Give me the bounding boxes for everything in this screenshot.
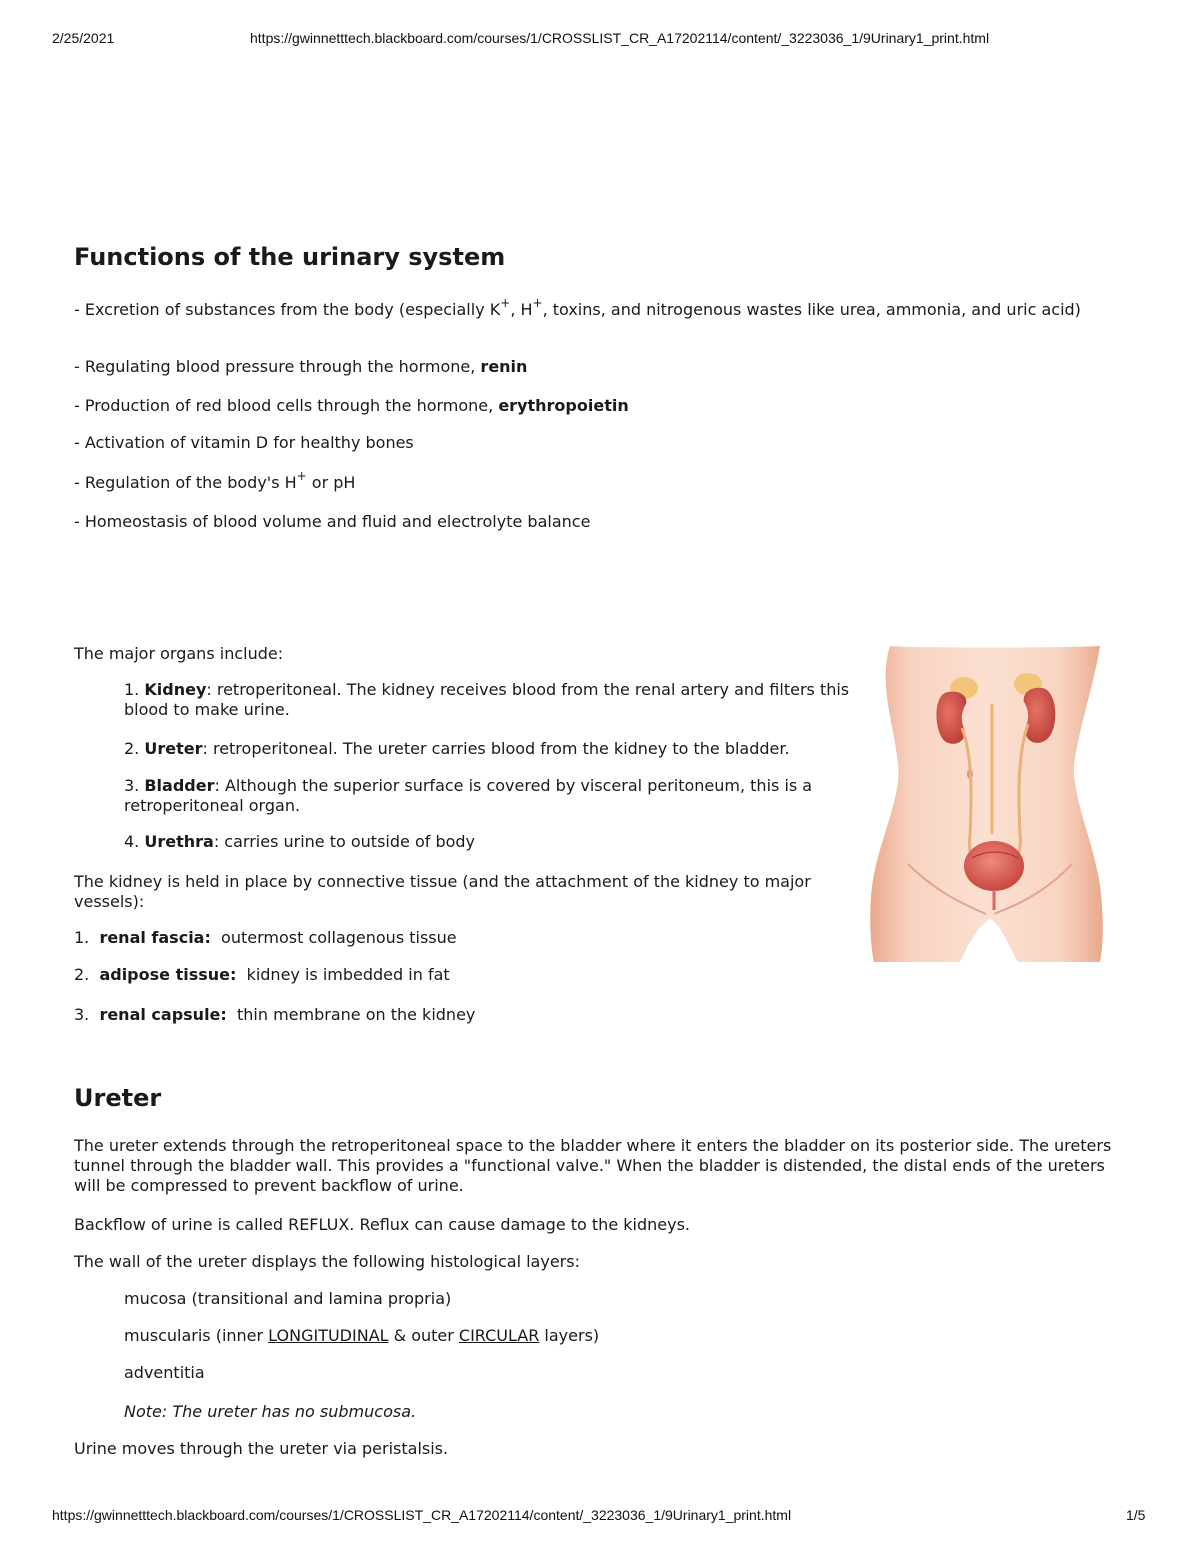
organ-item-bladder: 3. Bladder: Although the superior surface is covered by visceral peritoneum, this is a retroperitoneal organ.	[124, 776, 813, 815]
layer-mucosa: mucosa (transitional and lamina propria)	[124, 1289, 452, 1308]
organ-item-kidney: 1. Kidney: retroperitoneal. The kidney receives blood from the renal artery and filters this blood to make urine.	[124, 680, 850, 719]
functions-heading: Functions of the urinary system	[74, 243, 506, 271]
held-intro: The kidney is held in place by connective tissue (and the attachment of the kidney to major vessels):	[74, 872, 811, 911]
function-item-excretion: - Excretion of substances from the body (especially K+, H+, toxins, and nitrogenous wastes like urea, ammonia, and uric acid)	[74, 295, 1081, 319]
organs-intro: The major organs include:	[74, 644, 284, 663]
held-item-adipose-tissue: 2. adipose tissue: kidney is imbedded in fat	[74, 965, 450, 984]
function-item-vitamin-d: - Activation of vitamin D for healthy bones	[74, 433, 414, 452]
layer-adventitia: adventitia	[124, 1363, 205, 1382]
page-number: 1/5	[1126, 1507, 1146, 1523]
function-item-erythropoietin: - Production of red blood cells through the hormone, erythropoietin	[74, 396, 629, 415]
print-date: 2/25/2021	[52, 30, 115, 46]
function-item-homeostasis: - Homeostasis of blood volume and fluid and electrolyte balance	[74, 512, 591, 531]
bladder-shape	[964, 841, 1024, 891]
organ-item-ureter: 2. Ureter: retroperitoneal. The ureter carries blood from the kidney to the bladder.	[124, 739, 790, 758]
function-item-ph: - Regulation of the body's H+ or pH	[74, 468, 356, 492]
ureter-para-peristalsis: Urine moves through the ureter via peristalsis.	[74, 1439, 449, 1458]
ureter-note: Note: The ureter has no submucosa.	[124, 1402, 417, 1421]
organ-item-urethra: 4. Urethra: carries urine to outside of body	[124, 832, 476, 851]
held-item-renal-capsule: 3. renal capsule: thin membrane on the kidney	[74, 1005, 476, 1024]
kidney-right	[1024, 688, 1056, 743]
ureter-para-layers: The wall of the ureter displays the following histological layers:	[74, 1252, 580, 1271]
ureter-para-intro: The ureter extends through the retroperitoneal space to the bladder where it enters the bladder on its posterior side. The ureters tunnel through the bladder wall. This provides a "functional valve." When the bladder is distended, the distal ends of the ureters will be compressed to prevent backflow of urine.	[74, 1136, 1112, 1195]
torso-shape	[870, 646, 1103, 962]
footer-url: https://gwinnetttech.blackboard.com/courses/1/CROSSLIST_CR_A17202114/content/_3223036_1/9Urinary1_print.html	[52, 1507, 792, 1523]
layer-muscularis: muscularis (inner LONGITUDINAL & outer CIRCULAR layers)	[124, 1326, 600, 1345]
held-item-renal-fascia: 1. renal fascia: outermost collagenous tissue	[74, 928, 457, 947]
ureter-heading: Ureter	[74, 1084, 162, 1112]
urinary-system-illustration	[868, 644, 1104, 964]
print-url: https://gwinnetttech.blackboard.com/courses/1/CROSSLIST_CR_A17202114/content/_3223036_1/9Urinary1_print.html	[250, 30, 990, 46]
urinary-system-svg	[868, 644, 1104, 964]
function-item-renin: - Regulating blood pressure through the hormone, renin	[74, 357, 528, 376]
ureter-para-reflux: Backflow of urine is called REFLUX. Reflux can cause damage to the kidneys.	[74, 1215, 690, 1234]
